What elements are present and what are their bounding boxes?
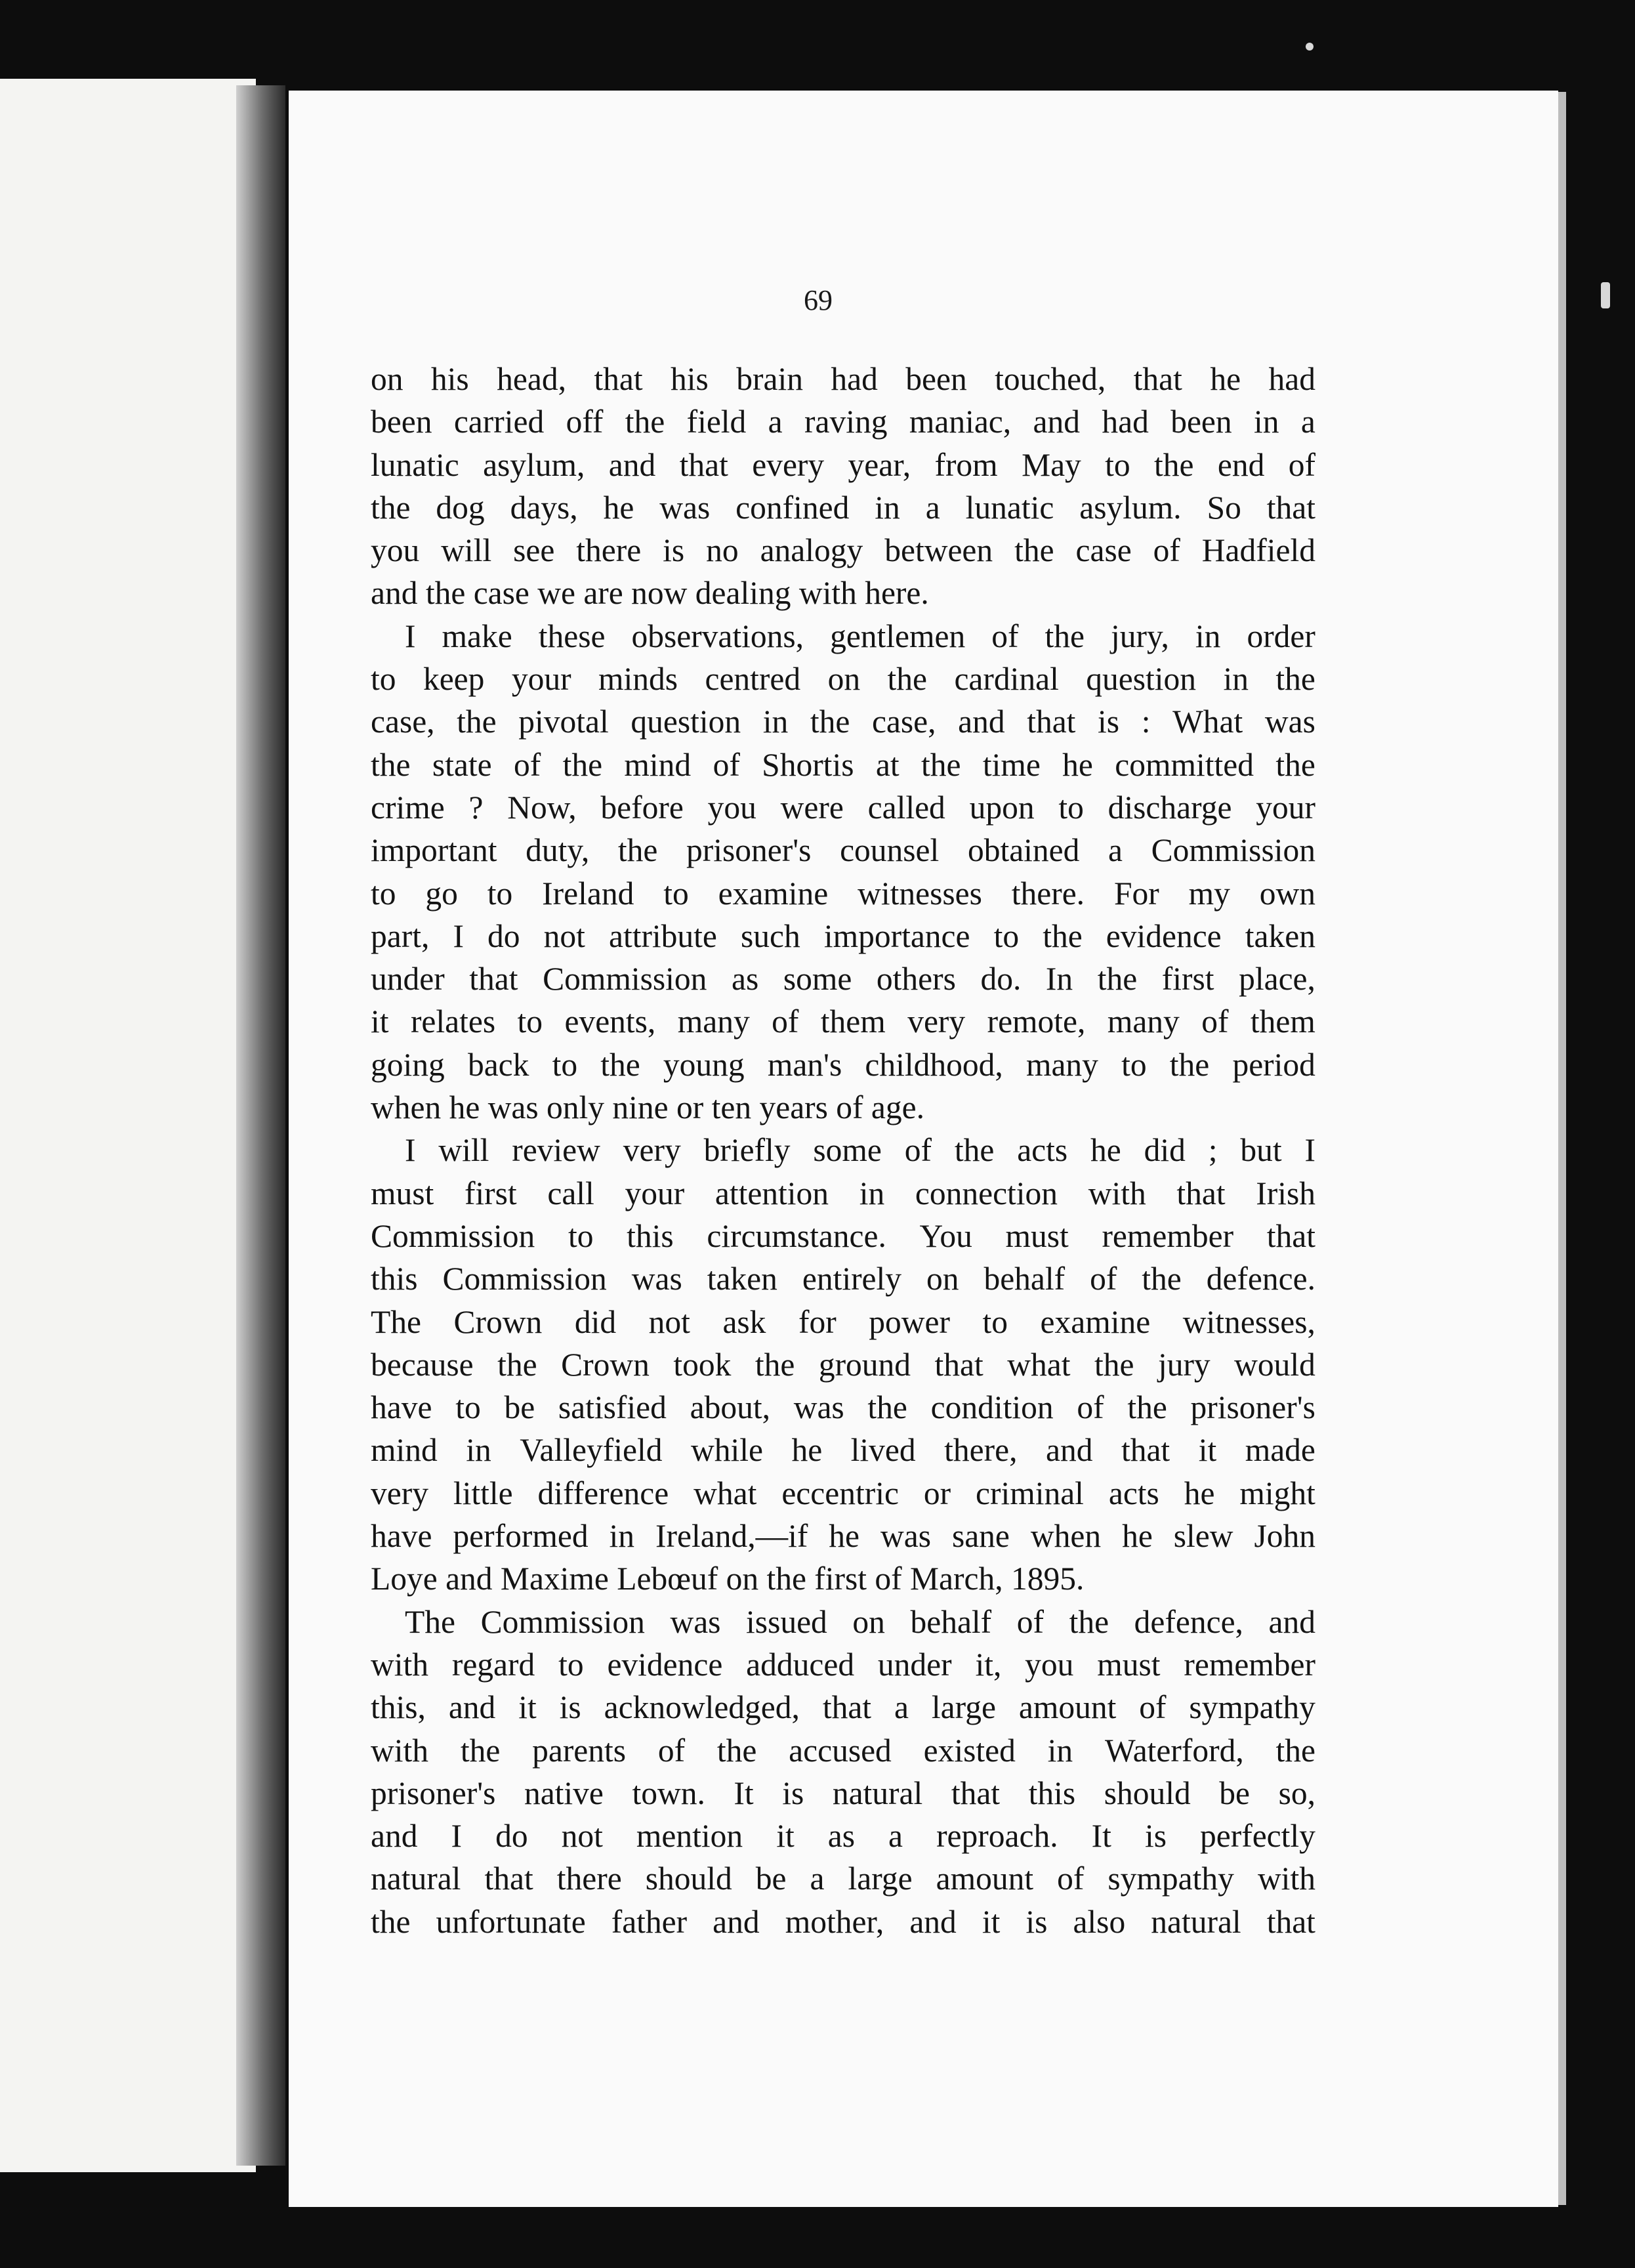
page-edge [1558,92,1566,2205]
text-line: on his head, that his brain had been touched, that he had [371,361,1315,397]
text-line: crime ? Now, before you were called upon to discharge your [371,789,1315,826]
text-line: lunatic asylum, and that every year, from May to the end of [371,446,1315,483]
text-line: been carried off the field a raving maniac, and had been in a [371,404,1315,440]
text-line: the unfortunate father and mother, and it is also natural that [371,1903,1315,1940]
text-line: must first call your attention in connection with that Irish [371,1175,1315,1211]
text-line: I will review very briefly some of the acts he did ; but I [405,1132,1315,1169]
text-line: when he was only nine or ten years of age. [371,1089,924,1126]
text-line: the dog days, he was confined in a lunatic asylum. So that [371,489,1315,526]
text-line: The Crown did not ask for power to examine witnesses, [371,1303,1315,1340]
text-line: this Commission was taken entirely on behalf of the defence. [371,1261,1315,1297]
text-line: this, and it is acknowledged, that a large amount of sympathy [371,1689,1315,1726]
text-line: very little difference what eccentric or criminal acts he might [371,1475,1315,1511]
text-line: have to be satisfied about, was the condition of the prisoner's [371,1389,1315,1426]
text-line: going back to the young man's childhood, many to the period [371,1046,1315,1083]
scan-speck [1306,43,1314,51]
left-page [0,79,256,2172]
text-line: it relates to events, many of them very remote, many of them [371,1003,1315,1040]
text-line: Loye and Maxime Lebœuf on the first of March, 1895. [371,1561,1085,1597]
text-line: case, the pivotal question in the case, and that is : What was [371,704,1315,740]
text-line: have performed in Ireland,—if he was sane when he slew John [371,1518,1315,1555]
text-line: and the case we are now dealing with here. [371,575,929,612]
text-line: natural that there should be a large amount of sympathy with [371,1860,1315,1897]
page-number: 69 [804,284,833,316]
text-line: mind in Valleyfield while he lived there, and that it made [371,1432,1315,1469]
text-line: I make these observations, gentlemen of the jury, in order [405,618,1315,654]
text-line: with the parents of the accused existed in Waterford, the [371,1732,1315,1769]
text-line: and I do not mention it as a reproach. It is perfectly [371,1818,1315,1855]
text-line: the state of the mind of Shortis at the time he committed the [371,746,1315,783]
text-line: The Commission was issued on behalf of the defence, and [405,1603,1315,1640]
text-line: because the Crown took the ground that what the jury would [371,1346,1315,1383]
scan-speck [1601,282,1610,308]
text-line: under that Commission as some others do. In the first place, [371,961,1315,998]
text-line: prisoner's native town. It is natural that this should be so, [371,1774,1315,1811]
text-line: to go to Ireland to examine witnesses there. For my own [371,875,1315,912]
book-gutter-shadow [236,85,285,2166]
text-line: Commission to this circumstance. You must remember that [371,1217,1315,1254]
text-line: important duty, the prisoner's counsel obtained a Commission [371,832,1315,869]
text-line: you will see there is no analogy between the case of Hadfield [371,532,1315,569]
text-line: with regard to evidence adduced under it, you must remember [371,1646,1315,1683]
page-body-text [371,358,1315,1943]
text-line: to keep your minds centred on the cardinal question in the [371,661,1315,698]
text-line: part, I do not attribute such importance to the evidence taken [371,917,1315,954]
